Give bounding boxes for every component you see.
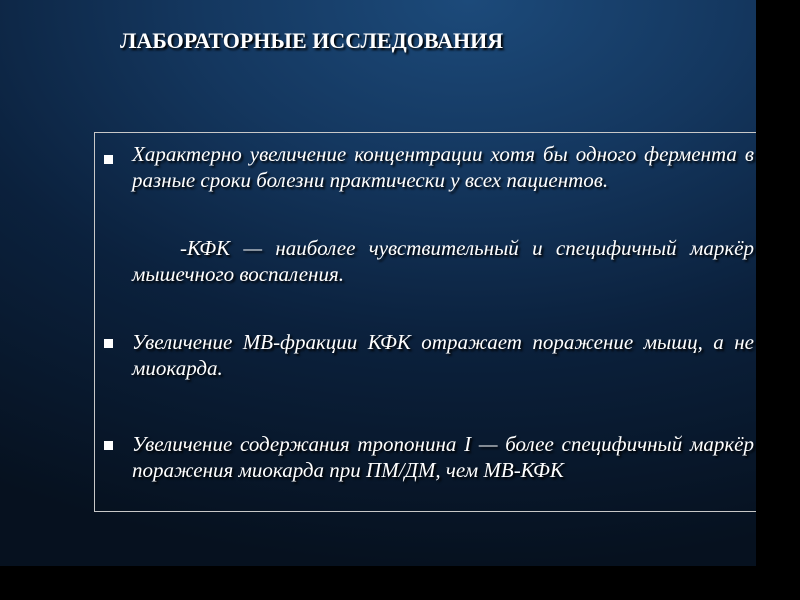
bullet-text-1: Характерно увеличение концентрации хотя бы одного фермента в разные сроки болезни практически у всех пациентов. xyxy=(132,142,754,192)
content-box xyxy=(94,132,756,512)
square-bullet-icon xyxy=(104,441,113,450)
square-bullet-icon xyxy=(104,155,113,164)
bullet-text-2: Увеличение МВ-фракции КФК отражает поражение мышц, а не миокарда. xyxy=(132,330,754,380)
square-bullet-icon xyxy=(104,339,113,348)
sub-text-1: -КФК — наиболее чувствительный и специфичный маркёр мышечного воспаления. xyxy=(132,236,754,286)
slide-title: ЛАБОРАТОРНЫЕ ИССЛЕДОВАНИЯ xyxy=(120,28,504,53)
bullet-text-3: Увеличение содержания тропонина I — более специфичный маркёр поражения миокарда при ПМ/ДМ, чем МВ-КФК xyxy=(132,432,754,482)
